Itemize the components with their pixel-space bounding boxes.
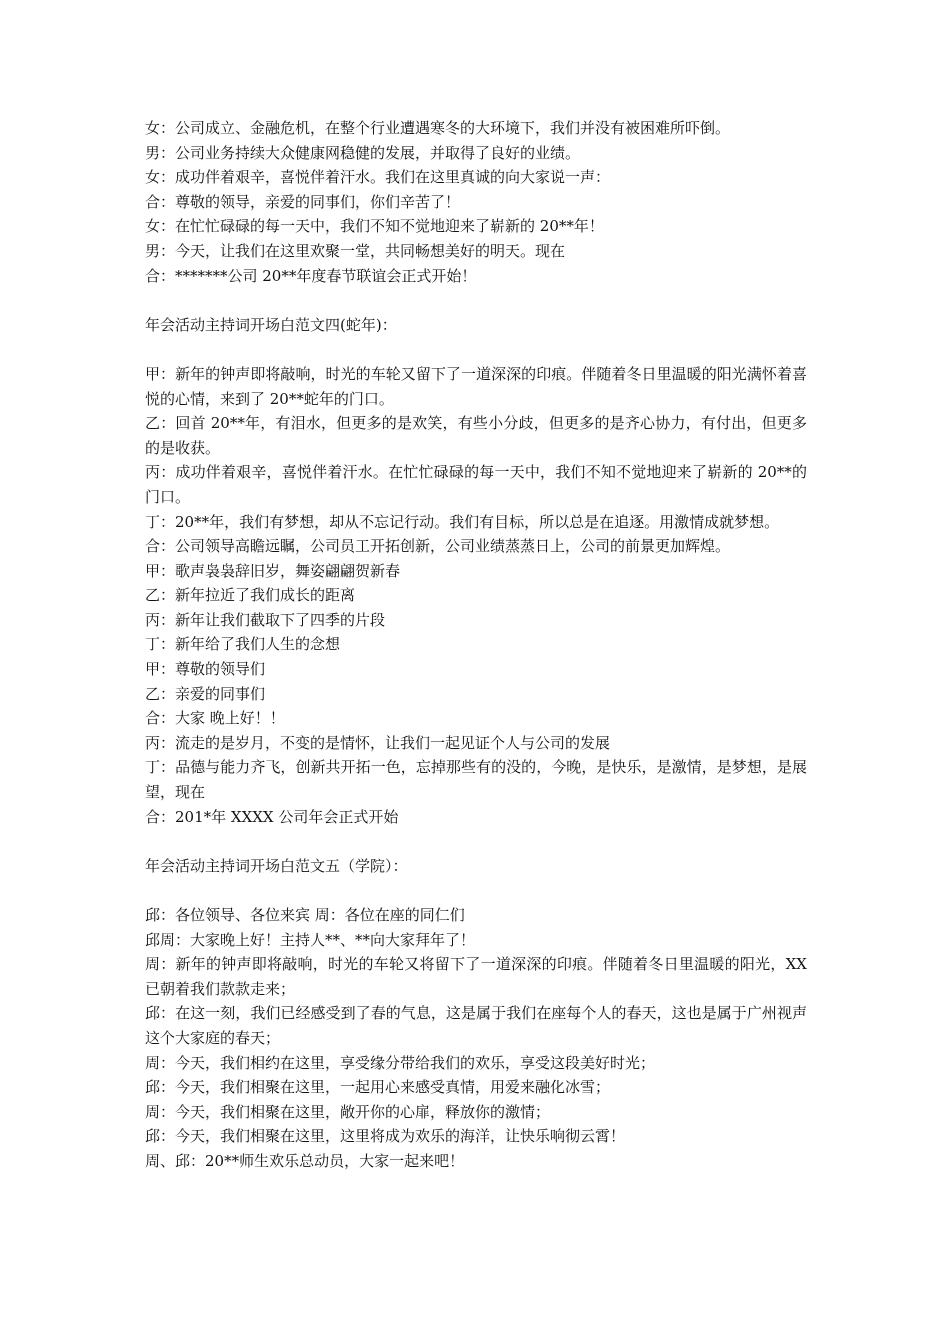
script-line: 合：公司领导高瞻远瞩，公司员工开拓创新，公司业绩蒸蒸日上，公司的前景更加辉煌。 [145, 537, 731, 556]
script-line: 周：新年的钟声即将敲响，时光的车轮又将留下了一道深深的印痕。伴随着冬日里温暖的阳光，XX 已朝着我们款款走来； [145, 955, 807, 998]
script-line: 乙：回首 20**年，有泪水，但更多的是欢笑，有些小分歧，但更多的是齐心协力，有付出，但更多的是收获。 [145, 414, 807, 457]
section-four-heading: 年会活动主持词开场白范文四(蛇年)： [145, 315, 397, 334]
script-line: 男：公司业务持续大众健康网稳健的发展，并取得了良好的业绩。 [145, 143, 581, 162]
script-line: 甲：新年的钟声即将敲响，时光的车轮又留下了一道深深的印痕。伴随着冬日里温暖的阳光满怀着喜悦的心情，来到了 20**蛇年的门口。 [145, 364, 807, 408]
script-line: 合：201*年 XXXX 公司年会正式开始 [145, 807, 399, 826]
script-line: 甲：尊敬的领导们 [145, 660, 266, 679]
script-line: 女：公司成立、金融危机，在整个行业遭遇寒冬的大环境下，我们并没有被困难所吓倒。 [145, 119, 731, 137]
script-line: 丙：流走的是岁月，不变的是情怀，让我们一起见证个人与公司的发展 [145, 733, 611, 752]
script-line: 合：*******公司 20**年度春节联谊会正式开始！ [145, 266, 477, 285]
script-line: 乙：新年拉近了我们成长的距离 [145, 586, 356, 605]
section-four [145, 313, 807, 829]
script-line: 丁：品德与能力齐飞，创新共开拓一色，忘掉那些有的没的，今晚，是快乐，是激情，是梦想，是展望，现在 [145, 758, 807, 802]
script-line: 丁：新年给了我们人生的念想 [145, 635, 341, 654]
script-line: 丙：成功伴着艰辛，喜悦伴着汗水。在忙忙碌碌的每一天中，我们不知不觉地迎来了崭新的 20**的门口。 [145, 463, 807, 506]
section-five-heading: 年会活动主持词开场白范文五（学院）： [145, 856, 408, 875]
document-page [145, 116, 807, 1174]
script-line: 女：成功伴着艰辛，喜悦伴着汗水。我们在这里真诚的向大家说一声： [145, 168, 611, 187]
script-line: 周：今天，我们相约在这里，享受缘分带给我们的欢乐，享受这段美好时光； [145, 1053, 656, 1072]
script-line: 周、邱：20**师生欢乐总动员，大家一起来吧！ [145, 1151, 465, 1170]
script-line: 乙：亲爱的同事们 [145, 684, 266, 703]
script-line: 邱周：大家晚上好！主持人**、**向大家拜年了！ [145, 930, 476, 949]
paragraph-spacer [145, 337, 807, 362]
script-line: 丁：20**年，我们有梦想，却从不忘记行动。我们有目标，所以总是在追逐。用激情成就梦想。 [145, 512, 780, 531]
script-line: 合：大家 晚上好！！ [145, 709, 285, 728]
paragraph-spacer [145, 829, 807, 854]
script-line: 男：今天，让我们在这里欢聚一堂，共同畅想美好的明天。现在 [145, 241, 566, 260]
script-line: 邱：各位领导、各位来宾 周：各位在座的同仁们 [145, 906, 465, 924]
script-line: 周：今天，我们相聚在这里，敞开你的心扉，释放你的激情； [145, 1102, 551, 1121]
paragraph-spacer [145, 878, 807, 903]
paragraph-spacer [145, 288, 807, 313]
script-line: 女：在忙忙碌碌的每一天中，我们不知不觉地迎来了崭新的 20**年！ [145, 217, 604, 236]
section-five [145, 854, 807, 1174]
script-line: 合：尊敬的领导，亲爱的同事们，你们辛苦了！ [145, 192, 461, 211]
script-line: 丙：新年让我们截取下了四季的片段 [145, 610, 386, 629]
script-line: 邱：今天，我们相聚在这里，一起用心来感受真情，用爱来融化冰雪； [145, 1078, 611, 1097]
script-line: 邱：在这一刻，我们已经感受到了春的气息，这是属于我们在座每个人的春天，这也是属于广州视声这个大家庭的春天； [145, 1004, 807, 1047]
intro-section [145, 116, 807, 288]
script-line: 甲：歌声袅袅辞旧岁，舞姿翩翩贺新春 [145, 561, 401, 580]
script-line: 邱：今天，我们相聚在这里，这里将成为欢乐的海洋，让快乐响彻云霄！ [145, 1127, 626, 1146]
